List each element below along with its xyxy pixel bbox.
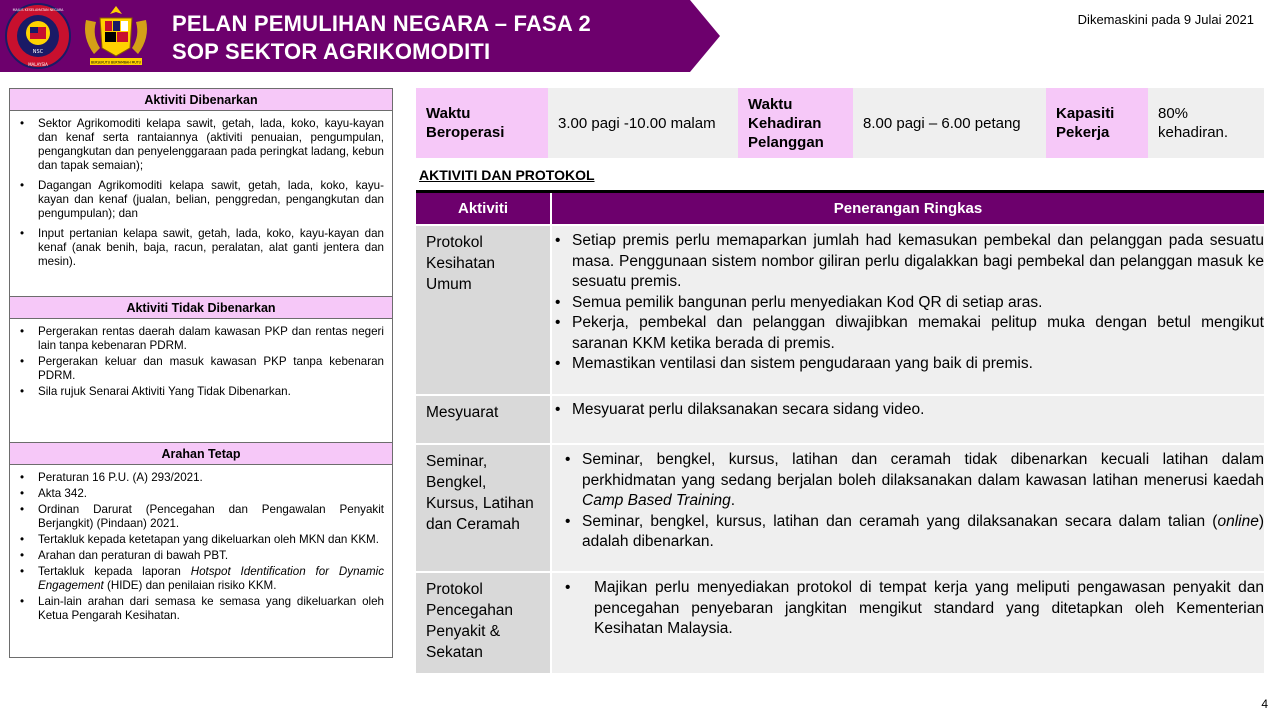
list-item: • Seminar, bengkel, kursus, latihan dan ceramah yang dilaksanakan secara dalam talian (online) adalah dibenarkan. (562, 512, 1264, 553)
table-header-row (416, 193, 1264, 226)
description-cell (552, 445, 1264, 571)
header-bar (0, 0, 720, 72)
list-item: • Lain-lain arahan dari semasa ke semasa yang dikeluarkan oleh Ketua Pengarah Kesihatan. (20, 595, 384, 623)
table-row (416, 573, 1264, 675)
not-allowed-heading: Aktiviti Tidak Dibenarkan (10, 297, 392, 319)
activity-cell: Protokol Pencegahan Penyakit & Sekatan (416, 573, 552, 673)
activity-cell: Protokol Kesihatan Umum (416, 226, 552, 394)
table-row (416, 396, 1264, 445)
capacity-label: Kapasiti Pekerja (1046, 88, 1148, 158)
description-cell (552, 396, 1264, 443)
list-item-hide: • Tertakluk kepada laporan Hotspot Identification for Dynamic Engagement (HIDE) dan penilaian risiko KKM. (20, 565, 384, 593)
allowed-heading: Aktiviti Dibenarkan (10, 89, 392, 111)
title-line-1: PELAN PEMULIHAN NEGARA – FASA 2 (172, 11, 591, 36)
list-item: • Ordinan Darurat (Pencegahan dan Pengawalan Penyakit Berjangkit) (Pindaan) 2021. (20, 503, 384, 531)
activity-cell: Seminar, Bengkel, Kursus, Latihan dan Ceramah (416, 445, 552, 571)
standing-orders-list (20, 471, 384, 623)
not-allowed-section (10, 297, 392, 443)
allowed-section (10, 89, 392, 297)
list-item: • Sila rujuk Senarai Aktiviti Yang Tidak Dibenarkan. (20, 385, 384, 399)
svg-text:BERSEKUTU BERTAMBAH MUTU: BERSEKUTU BERTAMBAH MUTU (90, 60, 142, 65)
description-cell (552, 226, 1264, 394)
updated-date: Dikemaskini pada 9 Julai 2021 (1077, 12, 1254, 27)
list-item: • Setiap premis perlu memaparkan jumlah had kemasukan pembekal dan pelanggan pada sesuatu masa. Penggunaan sistem nombor giliran perlu digalakkan bagi pembekal dan pelanggan masuk ke sesuatu premis. (552, 231, 1264, 293)
not-allowed-list (20, 325, 384, 399)
list-item: • Pergerakan keluar dan masuk kawasan PKP tanpa kebenaran PDRM. (20, 355, 384, 383)
list-item: • Pekerja, pembekal dan pelanggan diwajibkan memakai pelitup muka dengan betul mengikut saranan KKM ketika berada di premis. (552, 313, 1264, 354)
capacity-value: 80% kehadiran. (1148, 88, 1264, 158)
allowed-list (20, 117, 384, 269)
malaysia-crest-logo (78, 4, 154, 68)
svg-text:MAJLIS KESELAMATAN NEGARA: MAJLIS KESELAMATAN NEGARA (12, 8, 64, 12)
list-item: • Sektor Agrikomoditi kelapa sawit, getah, lada, koko, kayu-kayan dan kenaf serta rantaiannya (aktiviti penuaian, pengumpulan, pengangkutan dan penyelenggaraan pada peringkat ladang, kebun dan tapak semaian); (20, 117, 384, 173)
list-item: • Peraturan 16 P.U. (A) 293/2021. (20, 471, 384, 485)
protocol-heading: AKTIVITI DAN PROTOKOL (419, 167, 595, 183)
nsc-logo (3, 3, 73, 69)
protocol-table (416, 193, 1264, 675)
list-item: • Semua pemilik bangunan perlu menyediakan Kod QR di setiap aras. (552, 293, 1264, 314)
col-description-header: Penerangan Ringkas (833, 200, 983, 217)
left-panel (9, 88, 393, 658)
col-activity-header: Aktiviti (416, 193, 552, 224)
list-item: • Arahan dan peraturan di bawah PBT. (20, 549, 384, 563)
standing-orders-section (10, 443, 392, 629)
customer-hours-label: Waktu Kehadiran Pelanggan (738, 88, 853, 158)
customer-hours-value: 8.00 pagi – 6.00 petang (853, 88, 1046, 158)
table-row (416, 445, 1264, 573)
operating-info-table (416, 88, 1264, 158)
list-item: • Dagangan Agrikomoditi kelapa sawit, getah, lada, koko, kayu-kayan dan kenaf (jualan, belian, penggredan, pengangkutan dan pengumpulan); dan (20, 179, 384, 221)
description-cell (552, 573, 1264, 673)
list-item: • Memastikan ventilasi dan sistem pengudaraan yang baik di premis. (552, 354, 1264, 375)
list-item: • Pergerakan rentas daerah dalam kawasan PKP dan rentas negeri lain tanpa kebenaran PDRM. (20, 325, 384, 353)
activity-cell: Mesyuarat (416, 396, 552, 443)
list-item: • Tertakluk kepada ketetapan yang dikeluarkan oleh MKN dan KKM. (20, 533, 384, 547)
list-item: • Majikan perlu menyediakan protokol di tempat kerja yang meliputi pengawasan penyakit dan pencegahan penyebaran jangkitan mengikut standard yang ditetapkan oleh Kementerian Kesihatan Malaysia. (562, 578, 1264, 640)
hours-value: 3.00 pagi -10.00 malam (548, 88, 738, 158)
page-number: 4 (1261, 697, 1268, 711)
title-line-2: SOP SEKTOR AGRIKOMODITI (172, 39, 491, 64)
list-item: • Input pertanian kelapa sawit, getah, lada, koko, kayu-kayan dan kenaf (anak benih, baja, racun, peralatan, alat ganti jentera dan mesin). (20, 227, 384, 269)
svg-text:NSC: NSC (32, 49, 44, 55)
table-row (416, 226, 1264, 396)
standing-orders-heading: Arahan Tetap (10, 443, 392, 465)
list-item: • Mesyuarat perlu dilaksanakan secara sidang video. (552, 400, 1264, 421)
list-item: • Akta 342. (20, 487, 384, 501)
hours-label: Waktu Beroperasi (416, 88, 548, 158)
page-title (172, 10, 591, 66)
svg-text:MALAYSIA: MALAYSIA (28, 62, 48, 67)
list-item: • Seminar, bengkel, kursus, latihan dan ceramah tidak dibenarkan kecuali latihan dalam perkhidmatan yang sedang berjalan boleh dilaksanakan dalam kawasan latihan menerusi kaedah Camp Based Training. (562, 450, 1264, 512)
